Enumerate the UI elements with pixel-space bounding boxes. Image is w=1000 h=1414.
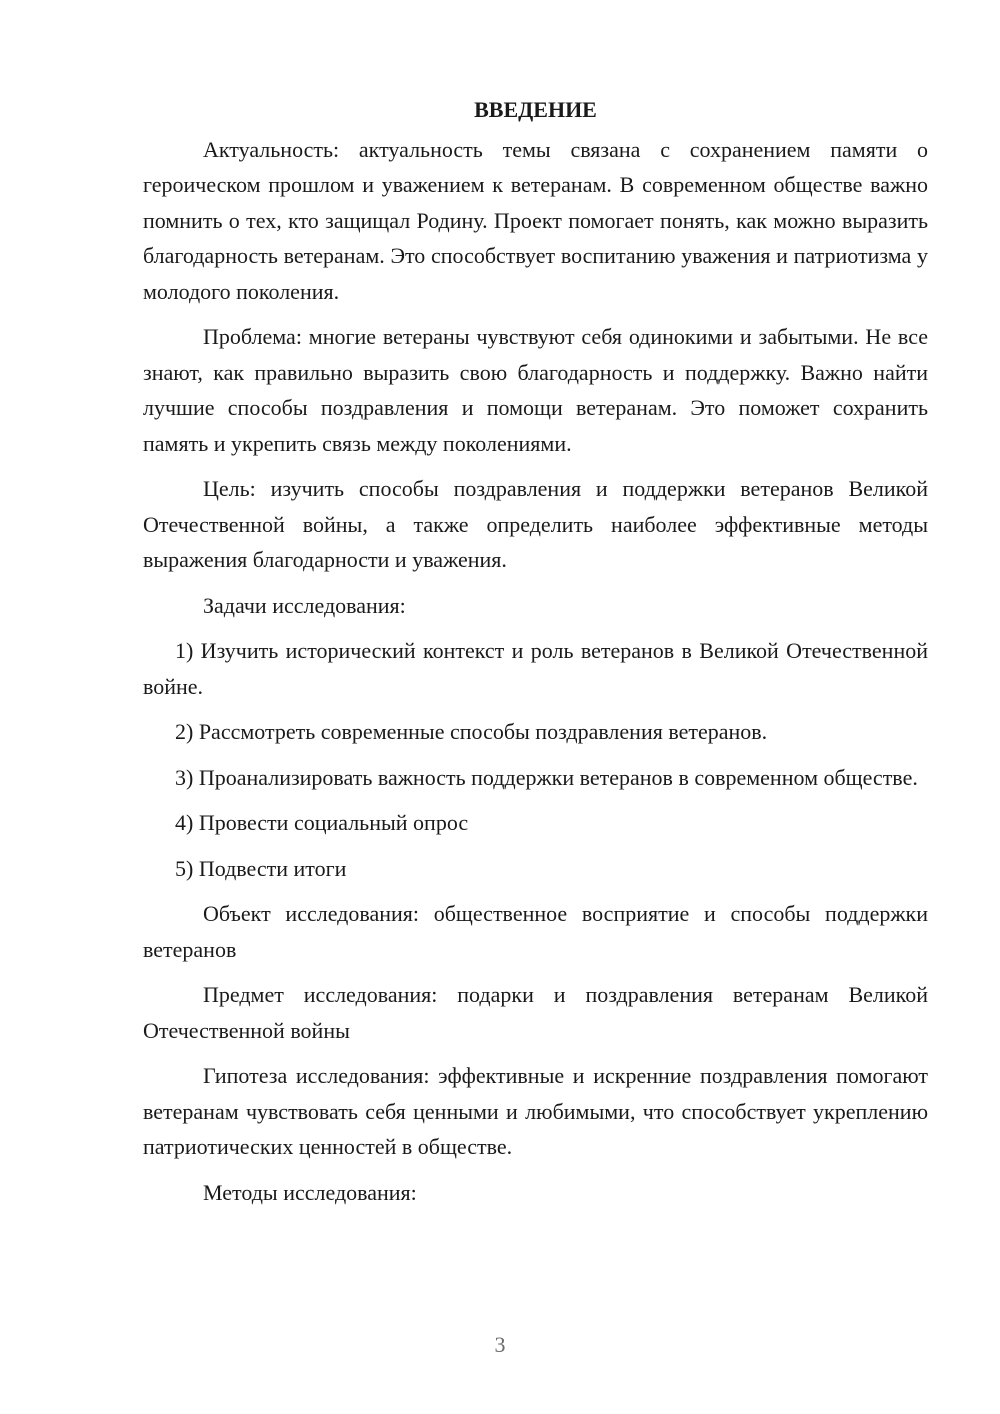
task-item-3: 3) Проанализировать важность поддержки ветеранов в современном обществе. [175,764,918,790]
document-page [143,92,928,1220]
task-item-5: 5) Подвести итоги [175,855,347,881]
relevance-paragraph: Актуальность: актуальность темы связана с сохранением памяти о героическом прошлом и уважением к ветеранам. В современном обществе важно помнить о тех, кто защищал Родину. Проект помогает понять, как можно выразить благодарность ветеранам. Это способствует воспитанию уважения и патриотизма у молодого поколения. [143,136,928,304]
task-item-1: 1) Изучить исторический контекст и роль ветеранов в Великой Отечественной войне. [143,638,928,699]
hypothesis-paragraph: Гипотеза исследования: эффективные и искренние поздравления помогают ветеранам чувствовать себя ценными и любимыми, что способствует укреплению патриотических ценностей в обществе. [143,1063,928,1159]
task-item-2: 2) Рассмотреть современные способы поздравления ветеранов. [175,719,768,744]
subject-paragraph: Предмет исследования: подарки и поздравления ветеранам Великой Отечественной войны [143,982,928,1043]
goal-paragraph: Цель: изучить способы поздравления и поддержки ветеранов Великой Отечественной войны, а также определить наиболее эффективные методы выражения благодарности и уважения. [143,476,928,572]
task-item-4: 4) Провести социальный опрос [175,810,469,835]
tasks-heading: Задачи исследования: [203,592,406,618]
page-number: 3 [494,1332,506,1357]
methods-heading: Методы исследования: [203,1179,417,1205]
object-paragraph: Объект исследования: общественное восприятие и способы поддержки ветеранов [143,901,928,962]
problem-paragraph: Проблема: многие ветераны чувствуют себя одинокими и забытыми. Не все знают, как правильно выразить свою благодарность и поддержку. Важно найти лучшие способы поздравления и помощи ветеранам. Это поможет сохранить память и укрепить связь между поколениями. [143,324,928,456]
section-title: ВВЕДЕНИЕ [474,97,597,122]
